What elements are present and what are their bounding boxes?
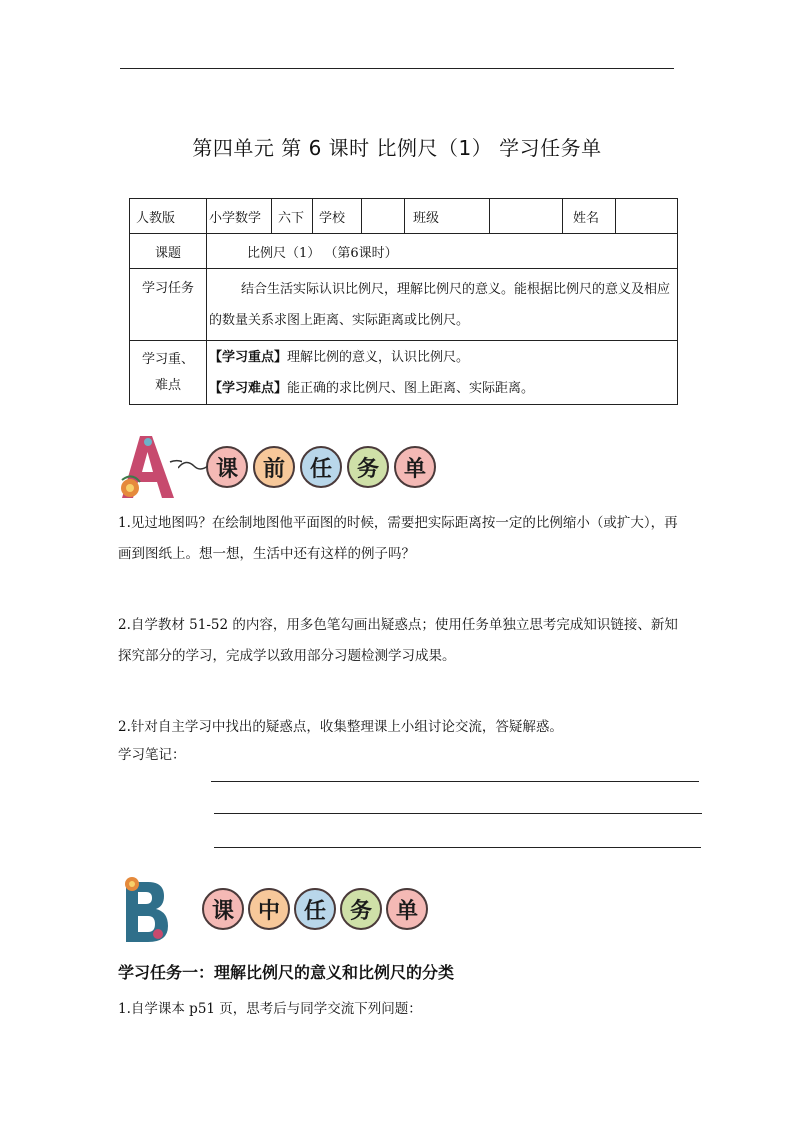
- grade-cell: 六下: [272, 199, 313, 234]
- task-label: 学习任务: [130, 269, 207, 341]
- task-value: 结合生活实际认识比例尺，理解比例尺的意义。能根据比例尺的意义及相应的数量关系求图上距离、实际距离或比例尺。: [207, 269, 678, 341]
- info-row-topic: [130, 234, 678, 269]
- page-title: 第四单元 第 6 课时 比例尺（1） 学习任务单: [192, 136, 602, 160]
- class-label: 班级: [405, 199, 490, 234]
- pre-task-1: 1.见过地图吗？在绘制地图他平面图的时候，需要把实际距离按一定的比例缩小（或扩大），再画到图纸上。想一想，生活中还有这样的例子吗？: [118, 515, 678, 562]
- focus-label: 学习重、难点: [130, 341, 207, 405]
- key-point: [209, 342, 675, 373]
- class-field[interactable]: [490, 199, 563, 234]
- banner-a-char-5: 单: [394, 446, 436, 488]
- difficult-point-text: 能正确的求比例尺、图上距离、实际距离。: [287, 380, 535, 396]
- banner-b-char-5: 单: [386, 888, 428, 930]
- school-label: 学校: [313, 199, 362, 234]
- letter-a-logo: [118, 432, 182, 502]
- difficult-point: [209, 373, 675, 404]
- notes-label: 学习笔记：: [118, 747, 186, 763]
- name-field[interactable]: [616, 199, 678, 234]
- info-row-task: [130, 269, 678, 341]
- edition-cell: 人教版: [130, 199, 207, 234]
- banner-b-char-3: 任: [294, 888, 336, 930]
- section-heading: 学习任务一：理解比例尺的意义和比例尺的分类: [118, 963, 455, 982]
- header-rule: [120, 68, 674, 69]
- focus-value: [207, 341, 678, 405]
- note-line-2[interactable]: [214, 813, 702, 814]
- banner-a-connector: [178, 458, 208, 474]
- info-row-focus: [130, 341, 678, 405]
- banner-b-char-1: 课: [202, 888, 244, 930]
- key-point-text: 理解比例的意义，认识比例尺。: [287, 349, 470, 365]
- pre-task-2: 2.自学教材 51-52 的内容，用多色笔勾画出疑惑点；使用任务单独立思考完成知识链接、新知探究部分的学习，完成学以致用部分习题检测学习成果。: [118, 617, 678, 664]
- pre-class-banner: [118, 432, 458, 502]
- topic-label: 课题: [130, 234, 207, 269]
- topic-value: 比例尺（1） （第6课时）: [207, 234, 678, 269]
- info-row-meta: [130, 199, 678, 234]
- info-table: [129, 198, 678, 405]
- banner-a-char-4: 务: [347, 446, 389, 488]
- name-label: 姓名: [563, 199, 616, 234]
- difficult-point-tag: 【学习难点】: [209, 380, 288, 396]
- banner-a-char-3: 任: [300, 446, 342, 488]
- banner-b-char-4: 务: [340, 888, 382, 930]
- school-field[interactable]: [362, 199, 405, 234]
- key-point-tag: 【学习重点】: [209, 349, 288, 365]
- subject-cell: 小学数学: [207, 199, 272, 234]
- banner-a-char-1: 课: [206, 446, 248, 488]
- letter-b-logo: [118, 874, 182, 944]
- banner-a-char-2: 前: [253, 446, 295, 488]
- in-class-banner: [118, 874, 458, 944]
- note-line-1[interactable]: [211, 781, 699, 782]
- in-class-task-1: 1.自学课本 p51 页，思考后与同学交流下列问题：: [118, 1001, 422, 1017]
- banner-b-char-2: 中: [248, 888, 290, 930]
- pre-task-3: 2.针对自主学习中找出的疑惑点，收集整理课上小组讨论交流，答疑解惑。: [118, 719, 563, 735]
- note-line-3[interactable]: [214, 847, 701, 848]
